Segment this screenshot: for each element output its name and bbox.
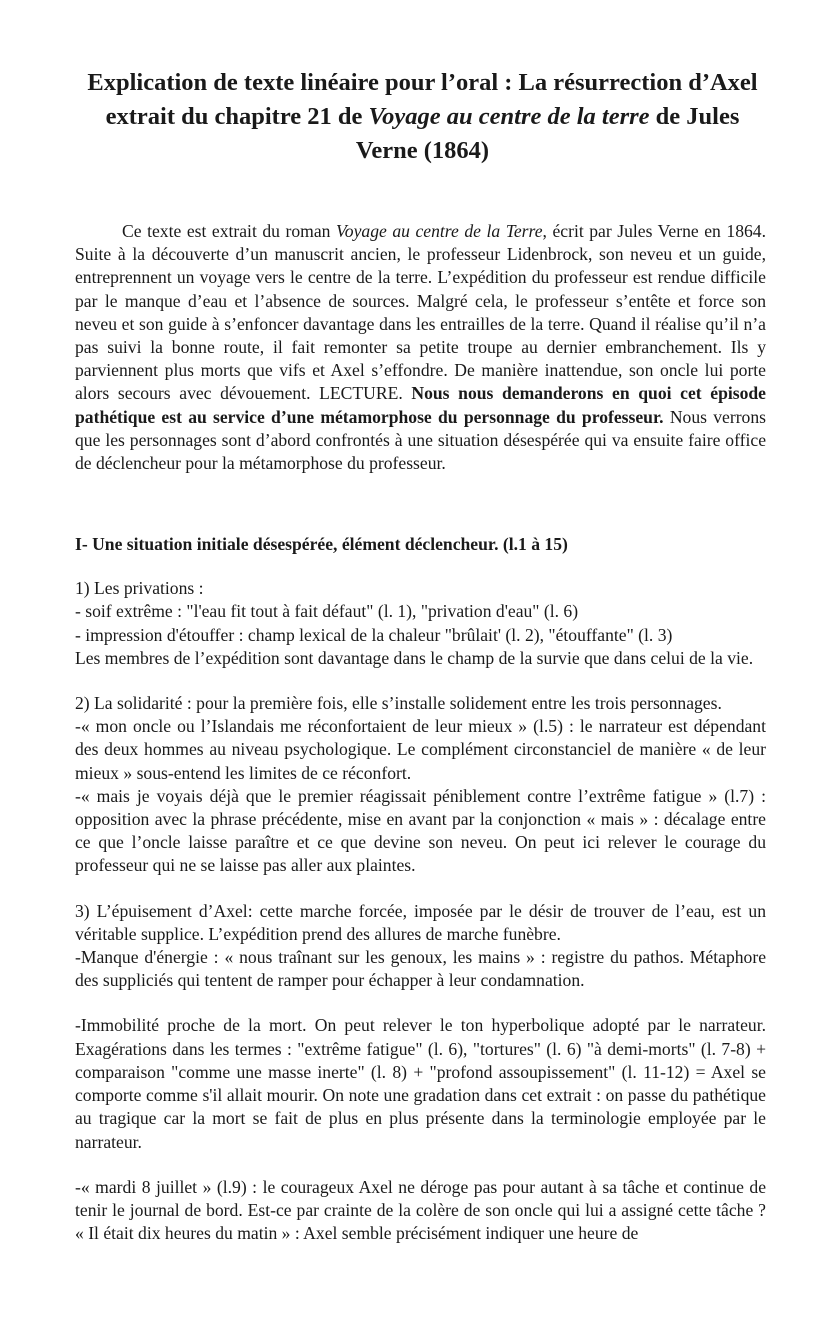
subsection-privations <box>75 577 766 670</box>
paragraph: -« mon oncle ou l’Islandais me réconfortaient de leur mieux » (l.5) : le narrateur est dépendant des deux hommes au niveau psychologique. Le complément circonstanciel de manière « de leur mieux » sous-entend les limites de ce réconfort. <box>75 716 766 783</box>
subsection-title: 2) La solidarité : pour la première fois, elle s’installe solidement entre les trois personnages. <box>75 693 722 714</box>
paragraph: Les membres de l’expédition sont davantage dans le champ de la survie que dans celui de la vie. <box>75 647 754 668</box>
document-title <box>75 0 766 168</box>
title-work-name: Voyage au centre de la terre <box>368 103 650 130</box>
intro-text-c: Nous verrons que les personnages sont d’abord confrontés à une situation désespérée qui va ensuite faire office de déclencheur pour la métamorphose du professeur. <box>75 406 766 474</box>
intro-paragraph <box>75 220 766 475</box>
paragraph: -Immobilité proche de la mort. On peut relever le ton hyperbolique adopté par le narrateur. Exagérations dans les termes : "extrême fatigue" (l. 6), "tortures" (l. 6) "à demi-morts" (l. 7-8) + comparaison "comme une masse inerte" (l. 8) + "profond assoupissement" (l. 11-12) = Axel se comporte comme s'il allait mourir. On note une gradation dans cet extrait : on passe du pathétique au tragique car la mort se fait de plus en plus présente dans la terminologie employée par le narrateur. <box>75 1015 766 1152</box>
paragraph: -« mais je voyais déjà que le premier réagissait péniblement contre l’extrême fatigue » (l.7) : opposition avec la phrase précédente, mise en avant par la conjonction « mais » : décalage entre ce que l’oncle laisse paraître et ce que devine son neveu. On peut ici relever le courage du professeur qui ne se laisse pas aller aux plaintes. <box>75 785 766 876</box>
intro-text-b: , écrit par Jules Verne en 1864. Suite à la découverte d’un manuscrit ancien, le professeur Lidenbrock, son neveu et un guide, entreprennent un voyage vers le centre de la terre. L’expédition du professeur est rendue difficile par le manque d’eau et l’absence de sources. Malgré cela, le professeur s’entête et force son neveu et son guide à s’enfoncer davantage dans les entrailles de la terre. Quand il réalise qu’il n’a pas suivi la bonne route, il fait remonter sa petite troupe au dernier embranchement. Ils y parviennent plus morts que vifs et Axel s’effondre. De manière inattendue, son oncle lui porte alors secours avec dévouement. LECTURE. <box>75 221 766 404</box>
title-line-3: Verne (1864) <box>355 137 490 164</box>
title-line-1: Explication de texte linéaire pour l’oral : La résurrection d’Axel <box>87 69 758 96</box>
intro-problematic: Nous nous demanderons en quoi cet épisode pathétique est au service d’une métamorphose du personnage du professeur. <box>75 383 766 427</box>
subsection-title: 3) L’épuisement d’Axel: cette marche forcée, imposée par le désir de trouver de l’eau, est un véritable supplice. L’expédition prend des allures de marche funèbre. <box>75 900 766 944</box>
list-item: - soif extrême : "l'eau fit tout à fait défaut" (l. 1), "privation d'eau" (l. 6) <box>75 601 579 622</box>
list-item: - impression d'étouffer : champ lexical de la chaleur "brûlait' (l. 2), "étouffante" (l. 3) <box>75 624 673 645</box>
paragraph: -« mardi 8 juillet » (l.9) : le courageux Axel ne déroge pas pour autant à sa tâche et continue de tenir le journal de bord. Est-ce par crainte de la colère de son oncle qui lui a assigné cette tâche ? « Il était dix heures du matin » : Axel semble précisément indiquer une heure de <box>75 1176 766 1244</box>
paragraph: -Manque d'énergie : « nous traînant sur les genoux, les mains » : registre du pathos. Métaphore des suppliciés qui tentent de ramper pour échapper à leur condamnation. <box>75 947 766 991</box>
title-line-2a: extrait du chapitre 21 de <box>105 103 369 130</box>
intro-text-a: Ce texte est extrait du roman <box>122 221 336 241</box>
title-line-2b: de Jules <box>649 103 740 130</box>
subsection-epuisement <box>75 900 766 1246</box>
subsection-solidarite <box>75 692 766 878</box>
subsection-title: 1) Les privations : <box>75 578 204 599</box>
section-heading: I- Une situation initiale désespérée, élément déclencheur. (l.1 à 15) <box>75 534 568 555</box>
intro-work-name: Voyage au centre de la Terre <box>336 221 543 241</box>
